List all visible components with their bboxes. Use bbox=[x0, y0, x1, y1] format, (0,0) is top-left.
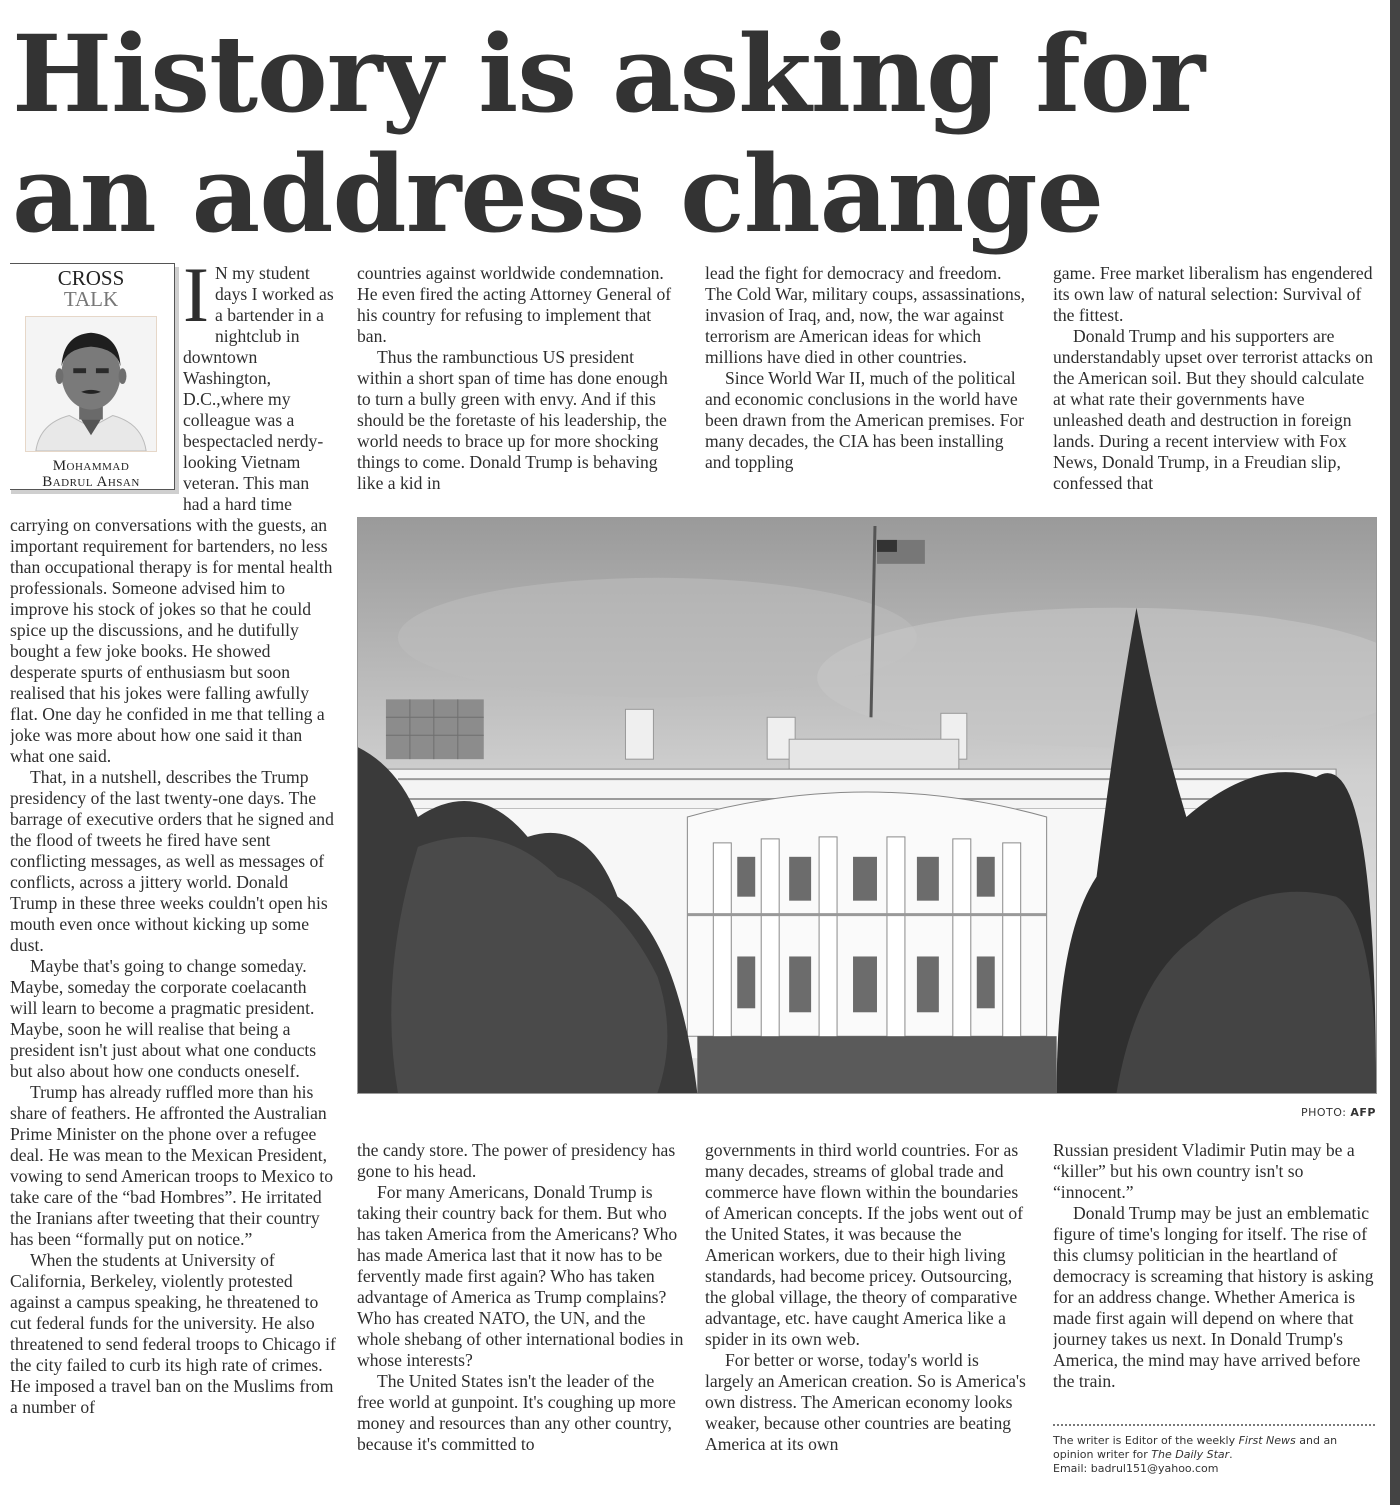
column-title-cross: CROSS bbox=[57, 266, 125, 290]
photo-credit-label: PHOTO: bbox=[1300, 1106, 1347, 1119]
paragraph: governments in third world countries. For as many decades, streams of global trade and commerce have flown within the boundaries of American concepts. If the jobs went out of the United States, it was because the American workers, due to their high living standards, had become pricey. Outsourcing, the global village, the theory of comparative advantage, etc. have caught America like a spider in its own web. bbox=[705, 1140, 1024, 1349]
column-title-talk: TALK bbox=[63, 287, 119, 311]
author-name-first: Mohammad bbox=[52, 458, 130, 474]
paragraph: countries against worldwide condemnation. He even fired the acting Attorney General of his country for refusing to implement that ban. bbox=[357, 263, 672, 346]
column-4-bottom bbox=[1053, 1140, 1381, 1420]
headline: History is asking for an address change bbox=[12, 11, 1205, 256]
author-note bbox=[1053, 1424, 1375, 1476]
author-portrait bbox=[25, 316, 157, 452]
paragraph: Since World War II, much of the political and economic conclusions in the world have been drawn from the American premises. For many decades, the CIA has been installing and toppling bbox=[705, 368, 1025, 472]
photo-credit bbox=[1301, 1106, 1376, 1119]
paragraph: game. Free market liberalism has engendered its own law of natural selection: Survival of the fittest. bbox=[1053, 263, 1373, 325]
author-name-last: Badrul Ahsan bbox=[42, 474, 140, 490]
paragraph: N my student days I worked as a bartender in a nightclub in downtown Washington, D.C.,where my colleague was a bespectacled nerdy-looking Vietnam veteran. This man had a hard time carrying on conversations with the guests, an important requirement for bartenders, no less than occupational therapy is for mental health professionals. Someone advised him to improve his stock of jokes so that he could spice up the discussions, and he dutifully bought a few joke books. He showed desperate spurts of enthusiasm but soon realised that his jokes were falling awfully flat. One day he confided in me that telling a joke was more about how one said it than what one said. bbox=[10, 263, 334, 766]
paragraph: That, in a nutshell, describes the Trump presidency of the last twenty-one days. The barrage of executive orders that he signed and the flood of tweets he fired have sent conflicting messages, as well as messages of conflicts, across a jittery world. Donald Trump in these three weeks couldn't open his mouth even once without kicking up some dust. bbox=[10, 767, 334, 955]
paragraph: When the students at University of California, Berkeley, violently protested against a campus speaking, he threatened to cut federal funds for the university. He also threatened to send federal troops to Chicago if the city failed to curb its high rate of crimes. He imposed a travel ban on the Muslims from a number of bbox=[10, 1250, 336, 1417]
paragraph: Thus the rambunctious US president within a short span of time has done enough to turn a bully green with envy. And if this should be the foretaste of his leadership, the world needs to brace up for more shocking things to come. Donald Trump is behaving like a kid in bbox=[357, 347, 668, 493]
paragraph: For many Americans, Donald Trump is taking their country back for them. But who has taken America from the Americans? Who has made America last that it now has to be fervently made first again? Who has taken advantage of America as Trump complains? Who has created NATO, the UN, and the whole shebang of other international bodies in whose interests? bbox=[357, 1182, 684, 1370]
drop-cap: I bbox=[183, 263, 209, 338]
photo-credit-source: AFP bbox=[1350, 1106, 1376, 1119]
author-email: Email: badrul151@yahoo.com bbox=[1053, 1462, 1219, 1475]
column-4-top bbox=[1053, 263, 1378, 495]
author-note-text: The writer is Editor of the weekly First News and an opinion writer for The Daily Star. bbox=[1053, 1434, 1338, 1461]
paragraph: Donald Trump may be just an emblematic figure of time's longing for itself. The rise of this clumsy politician in the heartland of democracy is screaming that history is asking for an address change. Whether America is made first again will depend on where that journey takes us next. In Donald Trump's America, the mind may have arrived before the train. bbox=[1053, 1203, 1374, 1391]
page-edge-bar bbox=[1390, 0, 1400, 1505]
column-2-bottom bbox=[357, 1140, 685, 1490]
white-house-photo bbox=[357, 517, 1377, 1094]
column-2-top bbox=[357, 263, 682, 495]
paragraph: Maybe that's going to change someday. Maybe, someday the corporate coelacanth will learn to become a pragmatic president. Maybe, soon he will realise that being a president isn't just about what one conducts but also about how one conducts oneself. bbox=[10, 956, 317, 1081]
paragraph: Trump has already ruffled more than his share of feathers. He affronted the Australian Prime Minister on the phone over a refugee deal. He was mean to the Mexican President, vowing to send American troops to Mexico to take care of the “bad Hombres”. He irritated the Iranians after tweeting that their country has been “formally put on notice.” bbox=[10, 1082, 333, 1249]
paragraph: For better or worse, today's world is largely an American creation. So is America's own distress. The American economy looks weaker, because other countries are beating America at its own bbox=[705, 1350, 1026, 1454]
paragraph: Donald Trump and his supporters are understandably upset over terrorist attacks on the American soil. But they should calculate at what rate their governments have unleashed death and destruction in foreign lands. During a recent interview with Fox News, Donald Trump, in a Freudian slip, confessed that bbox=[1053, 326, 1374, 493]
byline-box bbox=[10, 263, 175, 490]
paragraph: The United States isn't the leader of the free world at gunpoint. It's coughing up more money and resources than any other country, because it's committed to bbox=[357, 1371, 676, 1454]
paragraph: Russian president Vladimir Putin may be a “killer” but his own country isn't so “innocent.” bbox=[1053, 1140, 1355, 1202]
paragraph: the candy store. The power of presidency has gone to his head. bbox=[357, 1140, 676, 1181]
column-3-bottom bbox=[705, 1140, 1030, 1490]
column-3-top bbox=[705, 263, 1030, 495]
paragraph: lead the fight for democracy and freedom. The Cold War, military coups, assassinations, invasion of Iraq, and, now, the war against terrorism are American ideas for which millions have died in other countries. bbox=[705, 263, 1026, 367]
column-1 bbox=[10, 263, 338, 1488]
